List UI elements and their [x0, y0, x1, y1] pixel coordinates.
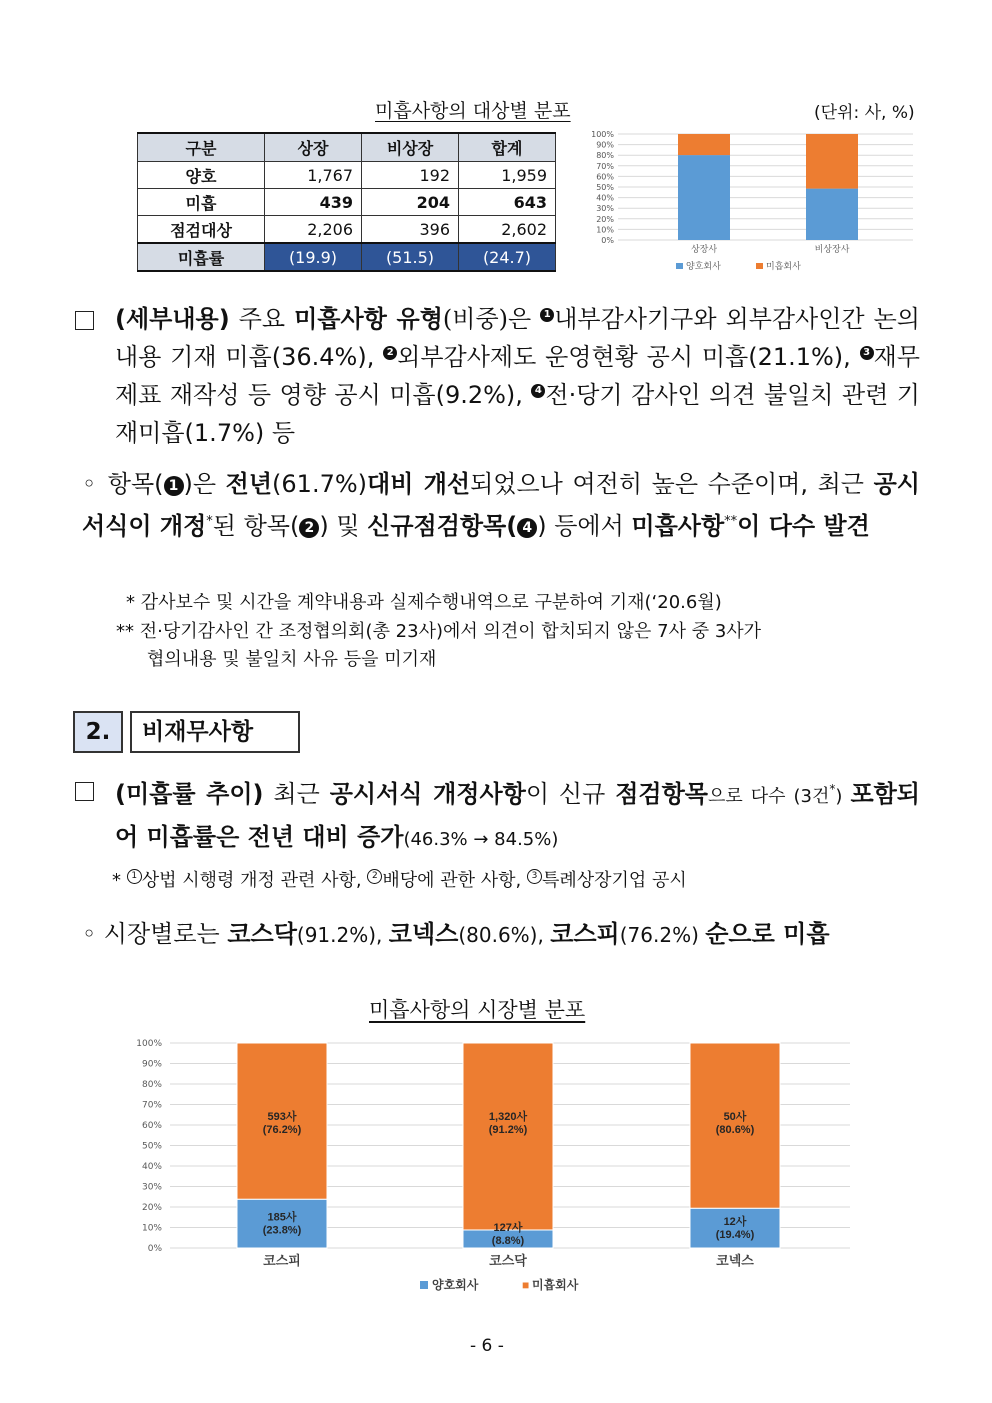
bar-bad	[463, 1043, 553, 1230]
text: (91.2%),	[296, 923, 389, 947]
section-number: 2.	[73, 711, 123, 753]
y-tick-label: 60%	[141, 1121, 162, 1131]
table-cell: 439	[265, 189, 362, 216]
table-header-row	[138, 133, 556, 162]
legend-swatch	[676, 263, 683, 269]
x-tick-label: 코스피	[263, 1253, 301, 1268]
table-row	[138, 216, 556, 244]
data-label: 127사	[493, 1222, 523, 1234]
y-tick-label: 90%	[141, 1059, 162, 1070]
legend-label: 양호회사	[686, 262, 721, 272]
legend-swatch	[420, 1281, 428, 1289]
table-cell: (51.5)	[362, 243, 459, 271]
footnote-star: *	[112, 870, 121, 891]
y-tick-label: 40%	[141, 1162, 162, 1172]
text-bold: 이 다수 발견	[737, 512, 870, 540]
text: 이 신규	[525, 780, 616, 808]
text-bold: 공시서식이 개정	[82, 470, 920, 540]
number-circle-icon: 1	[127, 869, 142, 884]
row-label: 점검대상	[138, 216, 265, 244]
legend-label: 미흡회사	[766, 262, 801, 272]
data-label: 12사	[723, 1216, 747, 1229]
table-cell: 204	[362, 189, 459, 216]
data-label: (19.4%)	[715, 1229, 755, 1242]
bar-good	[806, 189, 858, 240]
table-header-cell: 구분	[138, 133, 265, 162]
table-cell: 2,602	[459, 216, 556, 244]
table-cell: 643	[459, 189, 556, 216]
number-badge-icon: 3	[860, 346, 874, 360]
footnote: * 감사보수 및 시간을 계약내용과 실제수행내역으로 구분하여 기재(‘20.6월)	[126, 592, 722, 613]
table-cell: (24.7)	[459, 243, 556, 271]
market-stacked-chart	[130, 1030, 860, 1305]
checkbox-bullet	[75, 311, 94, 330]
y-tick-label: 70%	[141, 1100, 162, 1111]
data-label: 50사	[723, 1111, 747, 1123]
text: 내부감사기구와 외부감사인간 논의내용 기재 미흡(36.4%),	[115, 305, 920, 371]
y-tick-label: 30%	[141, 1182, 162, 1193]
text: ◦ 시장별로는	[82, 920, 228, 948]
text-bold: 미흡사항	[631, 512, 725, 540]
text-bold: 점검항목	[615, 780, 708, 808]
data-label: 593사	[267, 1111, 297, 1123]
para-lead: (미흡률 추이)	[115, 780, 264, 808]
text-bold: 신규점검항목(	[367, 512, 518, 540]
table-cell: 1,767	[265, 162, 362, 189]
row-label: 미흡률	[138, 243, 265, 271]
data-label: 185사	[267, 1211, 297, 1224]
text: )은	[183, 470, 226, 498]
text: ◦ 항목(	[82, 470, 164, 498]
legend-label: 양호회사	[432, 1278, 479, 1292]
table-header-cell: 비상장	[362, 133, 459, 162]
table-title: 미흡사항의 대상별 분포	[375, 100, 571, 122]
section-title: 비재무사항	[130, 711, 300, 753]
y-tick-label: 80%	[141, 1080, 162, 1090]
text: 외부감사제도 운영현황 공시 미흡(21.1%),	[397, 343, 860, 371]
text: 배당에 관한 사항,	[382, 870, 527, 891]
x-tick-label: 코스닥	[489, 1253, 527, 1268]
text: 주요	[229, 305, 295, 333]
text-bold: 코스피	[550, 920, 620, 948]
table-row	[138, 162, 556, 189]
y-tick-label: 70%	[596, 161, 614, 171]
text-bold: 대비 개선	[367, 470, 471, 498]
text: 으로 다수 (3건	[707, 786, 830, 807]
paragraph-items	[82, 466, 920, 545]
table-header-cell: 합계	[459, 133, 556, 162]
y-tick-label: 90%	[596, 140, 614, 150]
text: 되었으나 여전히 높은 수준이며, 최근	[470, 470, 874, 498]
row-label: 양호	[138, 162, 265, 189]
number-badge-icon: 1	[164, 476, 184, 496]
data-label: (91.2%)	[488, 1124, 528, 1136]
x-tick-label: 상장사	[690, 245, 718, 255]
data-label: (80.6%)	[715, 1124, 755, 1136]
small-stacked-chart	[568, 126, 920, 278]
text: 재무제표 재작성 등 영향 공시 미흡(9.2%),	[115, 343, 920, 409]
bar-good	[678, 155, 730, 240]
y-tick-label: 60%	[596, 172, 614, 182]
data-label: (8.8%)	[491, 1235, 525, 1247]
data-label: (76.2%)	[262, 1124, 302, 1136]
y-tick-label: 10%	[141, 1223, 162, 1234]
text: 전·당기 감사인 의견 불일치 관련 기재미흡(1.7%) 등	[115, 381, 920, 447]
page-number: - 6 -	[470, 1336, 504, 1356]
data-label: 1,320사	[488, 1111, 528, 1123]
text: 등에서	[546, 512, 632, 540]
table-header-cell: 상장	[265, 133, 362, 162]
y-tick-label: 100%	[591, 130, 614, 139]
text: 최근	[263, 780, 330, 808]
unit-label: (단위: 사, %)	[814, 103, 915, 123]
table-cell: 1,959	[459, 162, 556, 189]
number-circle-icon: 3	[527, 869, 542, 884]
text: (76.2%)	[619, 923, 706, 947]
y-tick-label: 20%	[141, 1203, 162, 1213]
para-lead: (세부내용)	[115, 305, 230, 333]
bar-bad	[806, 134, 858, 189]
legend-swatch	[756, 263, 763, 269]
summary-table	[137, 132, 556, 272]
number-badge-icon: 4	[531, 384, 545, 398]
text-bold: 코스닥	[227, 920, 297, 948]
table-cell: 2,206	[265, 216, 362, 244]
data-label: (23.8%)	[262, 1224, 302, 1237]
table-row	[138, 189, 556, 216]
checkbox-bullet	[75, 782, 94, 801]
text: 상법 시행령 개정 관련 사항,	[141, 870, 368, 891]
y-tick-label: 50%	[596, 183, 614, 192]
footnote-mark: **	[724, 514, 738, 529]
footnote	[112, 866, 687, 896]
footnote: 협의내용 및 불일치 사유 등을 미기재	[147, 649, 437, 670]
text-bold: 미흡사항 유형	[294, 305, 443, 333]
footnote-mark: *	[206, 514, 213, 529]
y-tick-label: 80%	[596, 151, 614, 161]
paragraph-market	[82, 915, 920, 954]
text: ) 및	[319, 512, 368, 540]
y-tick-label: 40%	[596, 193, 614, 203]
number-badge-icon: 2	[299, 518, 319, 538]
y-tick-label: 10%	[596, 225, 614, 235]
y-tick-label: 100%	[136, 1039, 162, 1049]
y-tick-label: 0%	[601, 236, 614, 245]
y-tick-label: 20%	[596, 214, 614, 224]
number-badge-icon: 2	[383, 346, 397, 360]
x-tick-label: 코넥스	[716, 1253, 754, 1268]
legend-label: 미흡회사	[532, 1278, 579, 1292]
text: 된 항목(	[212, 512, 300, 540]
number-badge-icon: 1	[540, 308, 554, 322]
x-tick-label: 비상장사	[814, 245, 850, 255]
footnote: ** 전·당기감사인 간 조정협의회(총 23사)에서 의견이 합치되지 않은 7사 중 3사가	[116, 621, 762, 642]
y-tick-label: 0%	[147, 1244, 162, 1254]
number-circle-icon: 2	[367, 869, 382, 884]
text: (61.7%)	[272, 470, 368, 498]
text: )	[537, 512, 547, 540]
text-bold: 공시서식 개정사항	[329, 780, 526, 808]
text: (46.3% → 84.5%)	[403, 829, 559, 850]
legend-marker: ■	[522, 1278, 530, 1292]
paragraph-details	[115, 300, 920, 452]
text-bold: 코넥스	[388, 920, 459, 948]
bar-bad	[678, 134, 730, 155]
footnote-mark: *	[829, 782, 836, 796]
chart-title: 미흡사항의 시장별 분포	[369, 998, 586, 1022]
table-row	[138, 243, 556, 271]
table-cell: 192	[362, 162, 459, 189]
text-bold: 포함되어 미흡률은 전년 대비 증가	[115, 780, 920, 851]
number-badge-icon: 4	[517, 518, 537, 538]
text: (비중)은	[442, 305, 541, 333]
paragraph-trend	[115, 769, 920, 860]
y-tick-label: 30%	[596, 204, 614, 214]
text: )	[835, 786, 851, 807]
text-bold: 순으로 미흡	[705, 920, 830, 948]
table-cell: (19.9)	[265, 243, 362, 271]
text: (80.6%),	[458, 923, 551, 947]
table-cell: 396	[362, 216, 459, 244]
text: 특례상장기업 공시	[541, 870, 687, 891]
row-label: 미흡	[138, 189, 265, 216]
text-bold: 전년	[225, 470, 273, 498]
y-tick-label: 50%	[141, 1141, 162, 1152]
